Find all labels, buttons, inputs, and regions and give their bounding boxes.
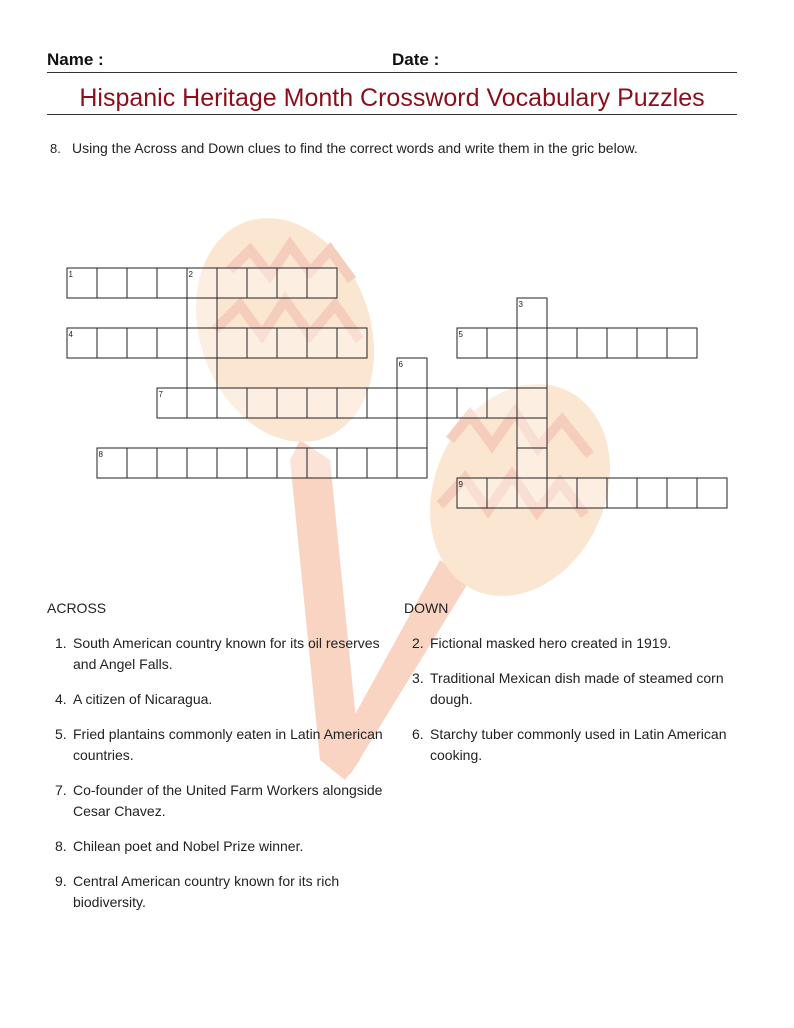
grid-cell[interactable] [607,328,637,358]
down-heading: DOWN [404,600,449,616]
grid-cell[interactable] [637,328,667,358]
grid-cell[interactable] [547,328,577,358]
cell-number: 1 [68,270,73,279]
grid-cell[interactable] [517,358,547,388]
grid-cell[interactable] [97,328,127,358]
grid-cell[interactable] [187,388,217,418]
grid-cell[interactable] [577,478,607,508]
grid-cell[interactable] [157,448,187,478]
grid-cell[interactable] [247,388,277,418]
grid-cell[interactable] [217,448,247,478]
grid-cell[interactable] [127,448,157,478]
cell-number: 9 [458,480,463,489]
across-clue [47,836,387,857]
clue-number: 6. [412,726,424,742]
clue-text: South American country known for its oil reserves and Angel Falls. [73,635,380,672]
grid-cell[interactable] [487,388,517,418]
cell-number: 7 [158,390,163,399]
clue-number: 9. [55,873,67,889]
clue-text: Central American country known for its rich biodiversity. [73,873,340,910]
across-clue [47,780,387,822]
grid-cell[interactable] [397,418,427,448]
grid-cell[interactable] [427,388,457,418]
clue-number: 5. [55,726,67,742]
cell-number: 4 [68,330,73,339]
across-clue [47,724,387,766]
grid-cell[interactable] [307,448,337,478]
grid-cell[interactable] [127,328,157,358]
clue-number: 2. [412,635,424,651]
grid-cell[interactable] [337,328,367,358]
grid-cell[interactable] [187,358,217,388]
grid-cell[interactable] [127,268,157,298]
grid-cell[interactable] [187,448,217,478]
clue-text: A citizen of Nicaragua. [73,691,213,707]
grid-cell[interactable] [367,448,397,478]
grid-cell[interactable] [277,268,307,298]
across-clue [47,871,387,913]
grid-cell[interactable] [607,478,637,508]
grid-cell[interactable] [307,328,337,358]
grid-cell[interactable] [247,448,277,478]
cell-number: 3 [518,300,523,309]
grid-cell[interactable] [367,388,397,418]
clue-text: Chilean poet and Nobel Prize winner. [73,838,304,854]
across-clue [47,633,387,675]
grid-cell[interactable] [547,478,577,508]
grid-cell[interactable] [397,388,427,418]
grid-cell[interactable] [307,268,337,298]
grid-cell[interactable] [187,328,217,358]
clue-number: 7. [55,782,67,798]
grid-cell[interactable] [517,418,547,448]
clue-number: 8. [55,838,67,854]
down-clue [404,668,734,710]
grid-cell[interactable] [247,268,277,298]
grid-cell[interactable] [667,478,697,508]
grid-cell[interactable] [577,328,607,358]
page-title: Hispanic Heritage Month Crossword Vocabulary Puzzles [47,82,737,115]
grid-cell[interactable] [97,268,127,298]
grid-cell[interactable] [667,328,697,358]
cell-number: 2 [188,270,193,279]
cell-number: 8 [98,450,103,459]
name-label: Name : [47,50,104,69]
grid-cell[interactable] [307,388,337,418]
grid-cell[interactable] [277,448,307,478]
grid-cell[interactable] [217,328,247,358]
grid-cell[interactable] [637,478,667,508]
grid-cell[interactable] [247,328,277,358]
down-clue [404,633,734,654]
clue-text: Starchy tuber commonly used in Latin American cooking. [430,726,727,763]
grid-cell[interactable] [457,388,487,418]
grid-cell[interactable] [397,448,427,478]
clue-number: 4. [55,691,67,707]
grid-cell[interactable] [217,388,247,418]
grid-cell[interactable] [517,388,547,418]
grid-cell[interactable] [487,478,517,508]
grid-cell[interactable] [277,328,307,358]
clue-text: Traditional Mexican dish made of steamed corn dough. [430,670,724,707]
down-clue [404,724,734,766]
cell-number: 6 [398,360,403,369]
date-label: Date : [392,50,440,69]
clue-text: Fried plantains commonly eaten in Latin American countries. [73,726,383,763]
clue-number: 3. [412,670,424,686]
across-clue [47,689,387,710]
grid-cell[interactable] [337,388,367,418]
instruction-text: Using the Across and Down clues to find the correct words and write them in the gric below. [72,140,638,156]
grid-cell[interactable] [697,478,727,508]
grid-cell[interactable] [487,328,517,358]
clue-text: Co-founder of the United Farm Workers alongside Cesar Chavez. [73,782,383,819]
across-heading: ACROSS [47,600,107,616]
grid-cell[interactable] [187,298,217,328]
clue-number: 1. [55,635,67,651]
clue-text: Fictional masked hero created in 1919. [430,635,672,651]
grid-cell[interactable] [337,448,367,478]
grid-cell[interactable] [157,268,187,298]
across-clues [47,633,387,913]
cell-number: 5 [458,330,463,339]
grid-cell[interactable] [277,388,307,418]
grid-cell[interactable] [517,478,547,508]
instruction-number: 8. [50,141,61,156]
down-clues [404,633,734,766]
grid-cell[interactable] [517,328,547,358]
grid-cell[interactable] [157,328,187,358]
grid-cell[interactable] [217,268,247,298]
grid-cell[interactable] [517,448,547,478]
